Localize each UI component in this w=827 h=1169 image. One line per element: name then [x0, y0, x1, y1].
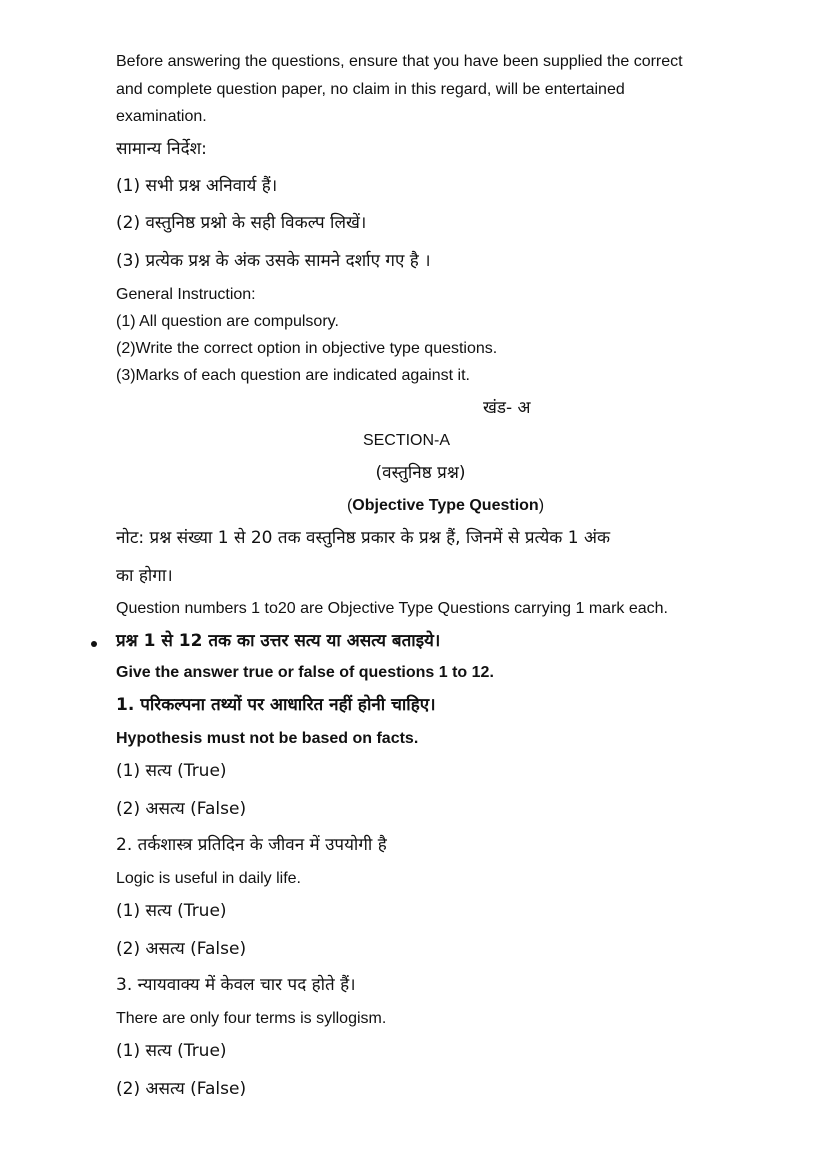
section-subtitle-english-bold: Objective Type Question [352, 497, 539, 514]
preface-line-3: examination. [116, 108, 207, 125]
question-1-option-true: (1) सत्य (True) [116, 761, 227, 781]
preface-line-2: and complete question paper, no claim in this regard, will be entertained [116, 81, 625, 98]
general-instruction-hindi-item: (3) प्रत्येक प्रश्न के अंक उसके सामने दर्शाए गए है । [116, 251, 431, 271]
general-instructions-hindi-heading: सामान्य निर्देश: [116, 139, 207, 159]
note-hindi-line-2: का होगा। [116, 566, 173, 586]
section-subtitle-hindi: (वस्तुनिष्ठ प्रश्न) [375, 463, 466, 483]
question-3-english: There are only four terms is syllogism. [116, 1010, 387, 1027]
question-2-english: Logic is useful in daily life. [116, 870, 301, 887]
general-instruction-english-item: (3)Marks of each question are indicated against it. [116, 367, 470, 384]
question-3-option-false: (2) असत्य (False) [116, 1079, 247, 1099]
general-instruction-hindi-item: (2) वस्तुनिष्ठ प्रश्नो के सही विकल्प लिखें। [116, 213, 367, 233]
question-2-hindi: 2. तर्कशास्त्र प्रतिदिन के जीवन में उपयोगी है [116, 835, 387, 855]
general-instruction-english-item: (2)Write the correct option in objective type questions. [116, 340, 498, 357]
preface-line-1: Before answering the questions, ensure that you have been supplied the correct [116, 53, 683, 70]
section-title-hindi: खंड- अ [483, 398, 531, 418]
question-2-option-false: (2) असत्य (False) [116, 939, 247, 959]
question-2-option-true: (1) सत्य (True) [116, 901, 227, 921]
section-subtitle-english [32, 496, 827, 516]
general-instructions-english-heading: General Instruction: [116, 286, 256, 303]
question-1-hindi: 1. परिकल्पना तथ्यों पर आधारित नहीं होनी चाहिए। [116, 695, 436, 715]
note-english: Question numbers 1 to20 are Objective Type Questions carrying 1 mark each. [116, 600, 668, 617]
note-hindi-line-1: नोट: प्रश्न संख्या 1 से 20 तक वस्तुनिष्ठ प्रकार के प्रश्न हैं, जिनमें से प्रत्येक 1 अंक [116, 528, 611, 548]
paren-close: ) [538, 497, 545, 514]
question-1-english: Hypothesis must not be based on facts. [116, 730, 419, 747]
instruction-english: Give the answer true or false of questions 1 to 12. [116, 664, 494, 681]
paren-open: ( [346, 497, 353, 514]
question-3-hindi: 3. न्यायवाक्य में केवल चार पद होते हैं। [116, 975, 356, 995]
general-instruction-english-item: (1) All question are compulsory. [116, 313, 339, 330]
bullet-icon [91, 641, 97, 647]
question-3-option-true: (1) सत्य (True) [116, 1041, 227, 1061]
instruction-hindi: प्रश्न 1 से 12 तक का उत्तर सत्य या असत्य बताइये। [116, 631, 441, 651]
section-title-english: SECTION-A [362, 432, 451, 449]
question-1-option-false: (2) असत्य (False) [116, 799, 247, 819]
general-instruction-hindi-item: (1) सभी प्रश्न अनिवार्य हैं। [116, 176, 278, 196]
